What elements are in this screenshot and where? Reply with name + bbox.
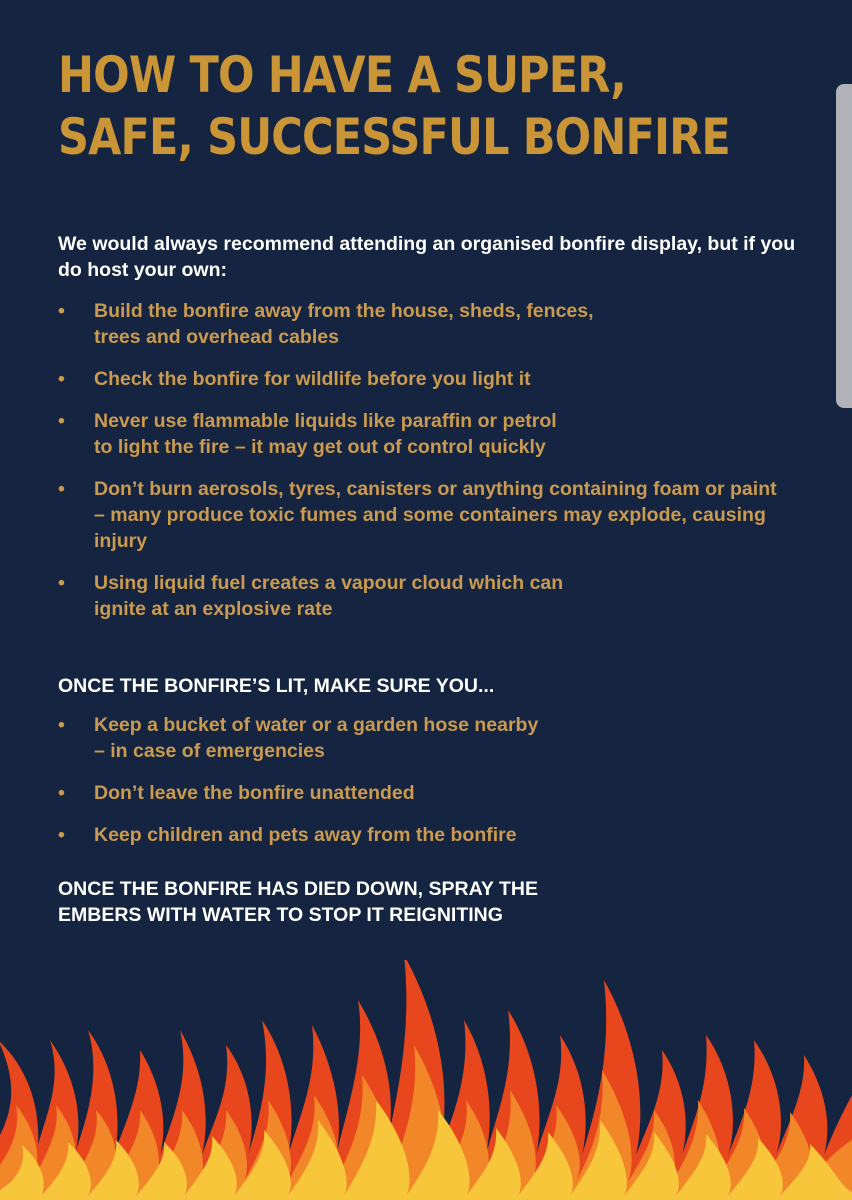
page-title [58,44,730,168]
intro-text: We would always recommend attending an organised bonfire display, but if you do host your own: [58,233,796,281]
bullet-icon: • [58,824,65,846]
lit-tips-list [58,712,778,864]
scrollbar-track[interactable] [836,84,852,408]
list-item-text: Using liquid fuel creates a vapour cloud which can ignite at an explosive rate [94,572,564,620]
title-line-1: HOW TO HAVE A SUPER, [58,46,626,104]
list-item-text: Never use flammable liquids like paraffin or petrol to light the fire – it may get out of control quickly [94,410,557,458]
list-item [58,298,778,350]
list-item-text: Check the bonfire for wildlife before you light it [94,368,531,390]
list-item [58,822,778,848]
bullet-icon: • [58,572,65,594]
list-item [58,780,778,806]
bullet-icon: • [58,368,65,390]
list-item-text: Keep children and pets away from the bonfire [94,824,517,846]
list-item [58,476,778,554]
list-item-text: Build the bonfire away from the house, sheds, fences, trees and overhead cables [94,300,594,348]
list-item [58,366,778,392]
bullet-icon: • [58,300,65,322]
flames-illustration [0,960,852,1200]
bullet-icon: • [58,410,65,432]
list-item-text: Don’t burn aerosols, tyres, canisters or anything containing foam or paint – many produce toxic fumes and some containers may explode, causing injury [94,478,777,552]
title-line-2: SAFE, SUCCESSFUL BONFIRE [58,108,730,166]
bullet-icon: • [58,714,65,736]
list-item [58,712,778,764]
bullet-icon: • [58,478,65,500]
bullet-icon: • [58,782,65,804]
section-heading-lit: ONCE THE BONFIRE’S LIT, MAKE SURE YOU... [58,675,495,697]
safety-tips-list [58,298,778,638]
list-item-text: Don’t leave the bonfire unattended [94,782,415,804]
list-item [58,408,778,460]
list-item-text: Keep a bucket of water or a garden hose nearby – in case of emergencies [94,714,539,762]
list-item [58,570,778,622]
section-heading-died-down: ONCE THE BONFIRE HAS DIED DOWN, SPRAY THE EMBERS WITH WATER TO STOP IT REIGNITING [58,878,538,926]
